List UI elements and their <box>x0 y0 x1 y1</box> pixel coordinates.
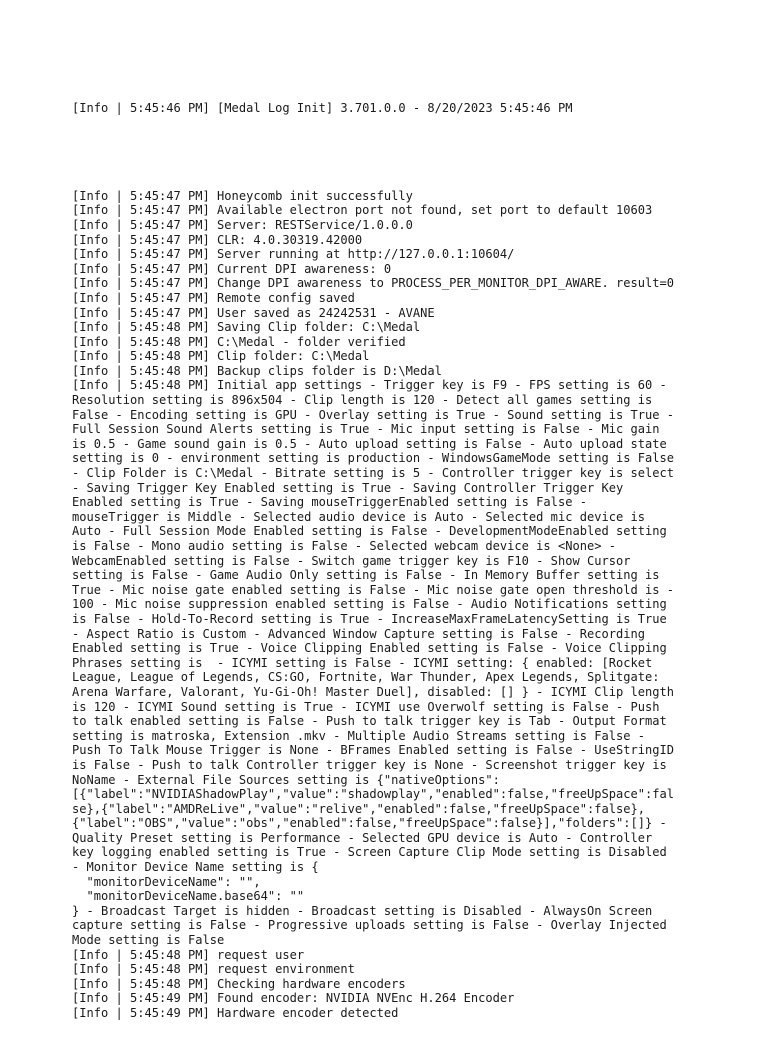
log-line: is False - Push to talk Controller trigger key is None - Screenshot trigger key is <box>72 757 667 772</box>
log-line: [Info | 5:45:47 PM] Change DPI awareness to PROCESS_PER_MONITOR_DPI_AWARE. result=0 <box>72 276 674 291</box>
log-line: capture setting is False - Progressive uploads setting is False - Overlay Injected <box>72 918 667 933</box>
log-line: Resolution setting is 896x504 - Clip length is 120 - Detect all games setting is <box>72 393 653 408</box>
log-line: to talk enabled setting is False - Push to talk trigger key is Tab - Output Format <box>72 714 667 729</box>
log-line: True - Mic noise gate enabled setting is False - Mic noise gate open threshold is - <box>72 582 674 597</box>
log-line: [Info | 5:45:49 PM] Found encoder: NVIDIA NVEnc H.264 Encoder <box>72 991 515 1006</box>
log-line: [Info | 5:45:47 PM] Current DPI awareness: 0 <box>72 261 392 276</box>
log-line: [Info | 5:45:48 PM] Clip folder: C:\Medal <box>72 349 370 364</box>
log-line: League, League of Legends, CS:GO, Fortnite, War Thunder, Apex Legends, Splitgate: <box>72 670 660 685</box>
log-line: {"label":"OBS","value":"obs","enabled":false,"freeUpSpace":false}],"folders":[]} - <box>72 816 667 831</box>
log-line: Phrases setting is - ICYMI setting is False - ICYMI setting: { enabled: [Rocket <box>72 655 653 670</box>
log-line: NoName - External File Sources setting is {"nativeOptions": <box>72 772 500 787</box>
log-line: setting is matroska, Extension .mkv - Multiple Audio Streams setting is False - <box>72 728 645 743</box>
log-line: [Info | 5:45:48 PM] request environment <box>72 962 355 977</box>
log-line: [{"label":"NVIDIAShadowPlay","value":"shadowplay","enabled":false,"freeUpSpace":fal <box>72 787 674 802</box>
log-line: [Info | 5:45:47 PM] Remote config saved <box>72 290 355 305</box>
log-line: [Info | 5:45:47 PM] Honeycomb init successfully <box>72 188 413 203</box>
log-lines <box>72 189 712 1021</box>
log-line: Mode setting is False <box>72 933 225 948</box>
log-line: mouseTrigger is Middle - Selected audio device is Auto - Selected mic device is <box>72 509 645 524</box>
log-line: [Info | 5:45:47 PM] Available electron port not found, set port to default 10603 <box>72 203 653 218</box>
log-header-line: [Info | 5:45:46 PM] [Medal Log Init] 3.701.0.0 - 8/20/2023 5:45:46 PM <box>72 101 573 116</box>
log-line: } - Broadcast Target is hidden - Broadcast setting is Disabled - AlwaysOn Screen <box>72 903 653 918</box>
log-line: key logging enabled setting is True - Screen Capture Clip Mode setting is Disabled <box>72 845 667 860</box>
log-line: [Info | 5:45:48 PM] Saving Clip folder: C:\Medal <box>72 320 421 335</box>
log-line: - Clip Folder is C:\Medal - Bitrate setting is 5 - Controller trigger key is select <box>72 466 674 481</box>
log-line: se},{"label":"AMDReLive","value":"relive","enabled":false,"freeUpSpace":false}, <box>72 801 645 816</box>
log-line: - Monitor Device Name setting is { <box>72 860 319 875</box>
log-line: False - Encoding setting is GPU - Overlay setting is True - Sound setting is True - <box>72 407 674 422</box>
blank-line <box>72 145 712 160</box>
log-line: setting is False - Game Audio Only setting is False - In Memory Buffer setting is <box>72 568 660 583</box>
log-line: Arena Warfare, Valorant, Yu-Gi-Oh! Master Duel], disabled: [] } - ICYMI Clip length <box>72 684 674 699</box>
log-line: is 0.5 - Game sound gain is 0.5 - Auto upload setting is False - Auto upload state <box>72 436 667 451</box>
log-line: [Info | 5:45:47 PM] Server: RESTService/1.0.0.0 <box>72 217 413 232</box>
log-line: [Info | 5:45:48 PM] C:\Medal - folder verified <box>72 334 406 349</box>
log-line: Enabled setting is True - Voice Clipping Enabled setting is False - Voice Clipping <box>72 641 667 656</box>
log-line: [Info | 5:45:47 PM] User saved as 24242531 - AVANE <box>72 305 435 320</box>
log-line: 100 - Mic noise suppression enabled setting is False - Audio Notifications setting <box>72 597 667 612</box>
log-line: [Info | 5:45:49 PM] Hardware encoder detected <box>72 1006 399 1020</box>
log-line: [Info | 5:45:48 PM] request user <box>72 947 305 962</box>
log-line: is False - Hold-To-Record setting is True - IncreaseMaxFrameLatencySetting is True <box>72 611 667 626</box>
log-line: [Info | 5:45:48 PM] Backup clips folder is D:\Medal <box>72 363 442 378</box>
log-line: - Aspect Ratio is Custom - Advanced Window Capture setting is False - Recording <box>72 626 645 641</box>
log-line: Quality Preset setting is Performance - Selected GPU device is Auto - Controller <box>72 830 653 845</box>
log-line: WebcamEnabled setting is False - Switch game trigger key is F10 - Show Cursor <box>72 553 631 568</box>
log-line: [Info | 5:45:47 PM] CLR: 4.0.30319.42000 <box>72 232 363 247</box>
log-line: "monitorDeviceName.base64": "" <box>72 889 305 904</box>
log-line: is 120 - ICYMI Sound setting is True - ICYMI use Overwolf setting is False - Push <box>72 699 660 714</box>
log-line: Full Session Sound Alerts setting is True - Mic input setting is False - Mic gain <box>72 422 660 437</box>
log-line: [Info | 5:45:47 PM] Server running at http://127.0.0.1:10604/ <box>72 247 515 262</box>
log-line: Push To Talk Mouse Trigger is None - BFrames Enabled setting is False - UseStringID <box>72 743 674 758</box>
log-line: Auto - Full Session Mode Enabled setting is False - DevelopmentModeEnabled setting <box>72 524 667 539</box>
log-line: [Info | 5:45:48 PM] Checking hardware encoders <box>72 976 406 991</box>
log-line: "monitorDeviceName": "", <box>72 874 261 889</box>
log-line: [Info | 5:45:48 PM] Initial app settings - Trigger key is F9 - FPS setting is 60 - <box>72 378 667 393</box>
log-line: is False - Mono audio setting is False - Selected webcam device is <None> - <box>72 539 616 553</box>
log-text <box>72 72 712 1050</box>
log-line: setting is 0 - environment setting is production - WindowsGameMode setting is False <box>72 451 674 466</box>
log-line: - Saving Trigger Key Enabled setting is True - Saving Controller Trigger Key <box>72 480 624 495</box>
log-line: Enabled setting is True - Saving mouseTriggerEnabled setting is False - <box>72 495 587 510</box>
